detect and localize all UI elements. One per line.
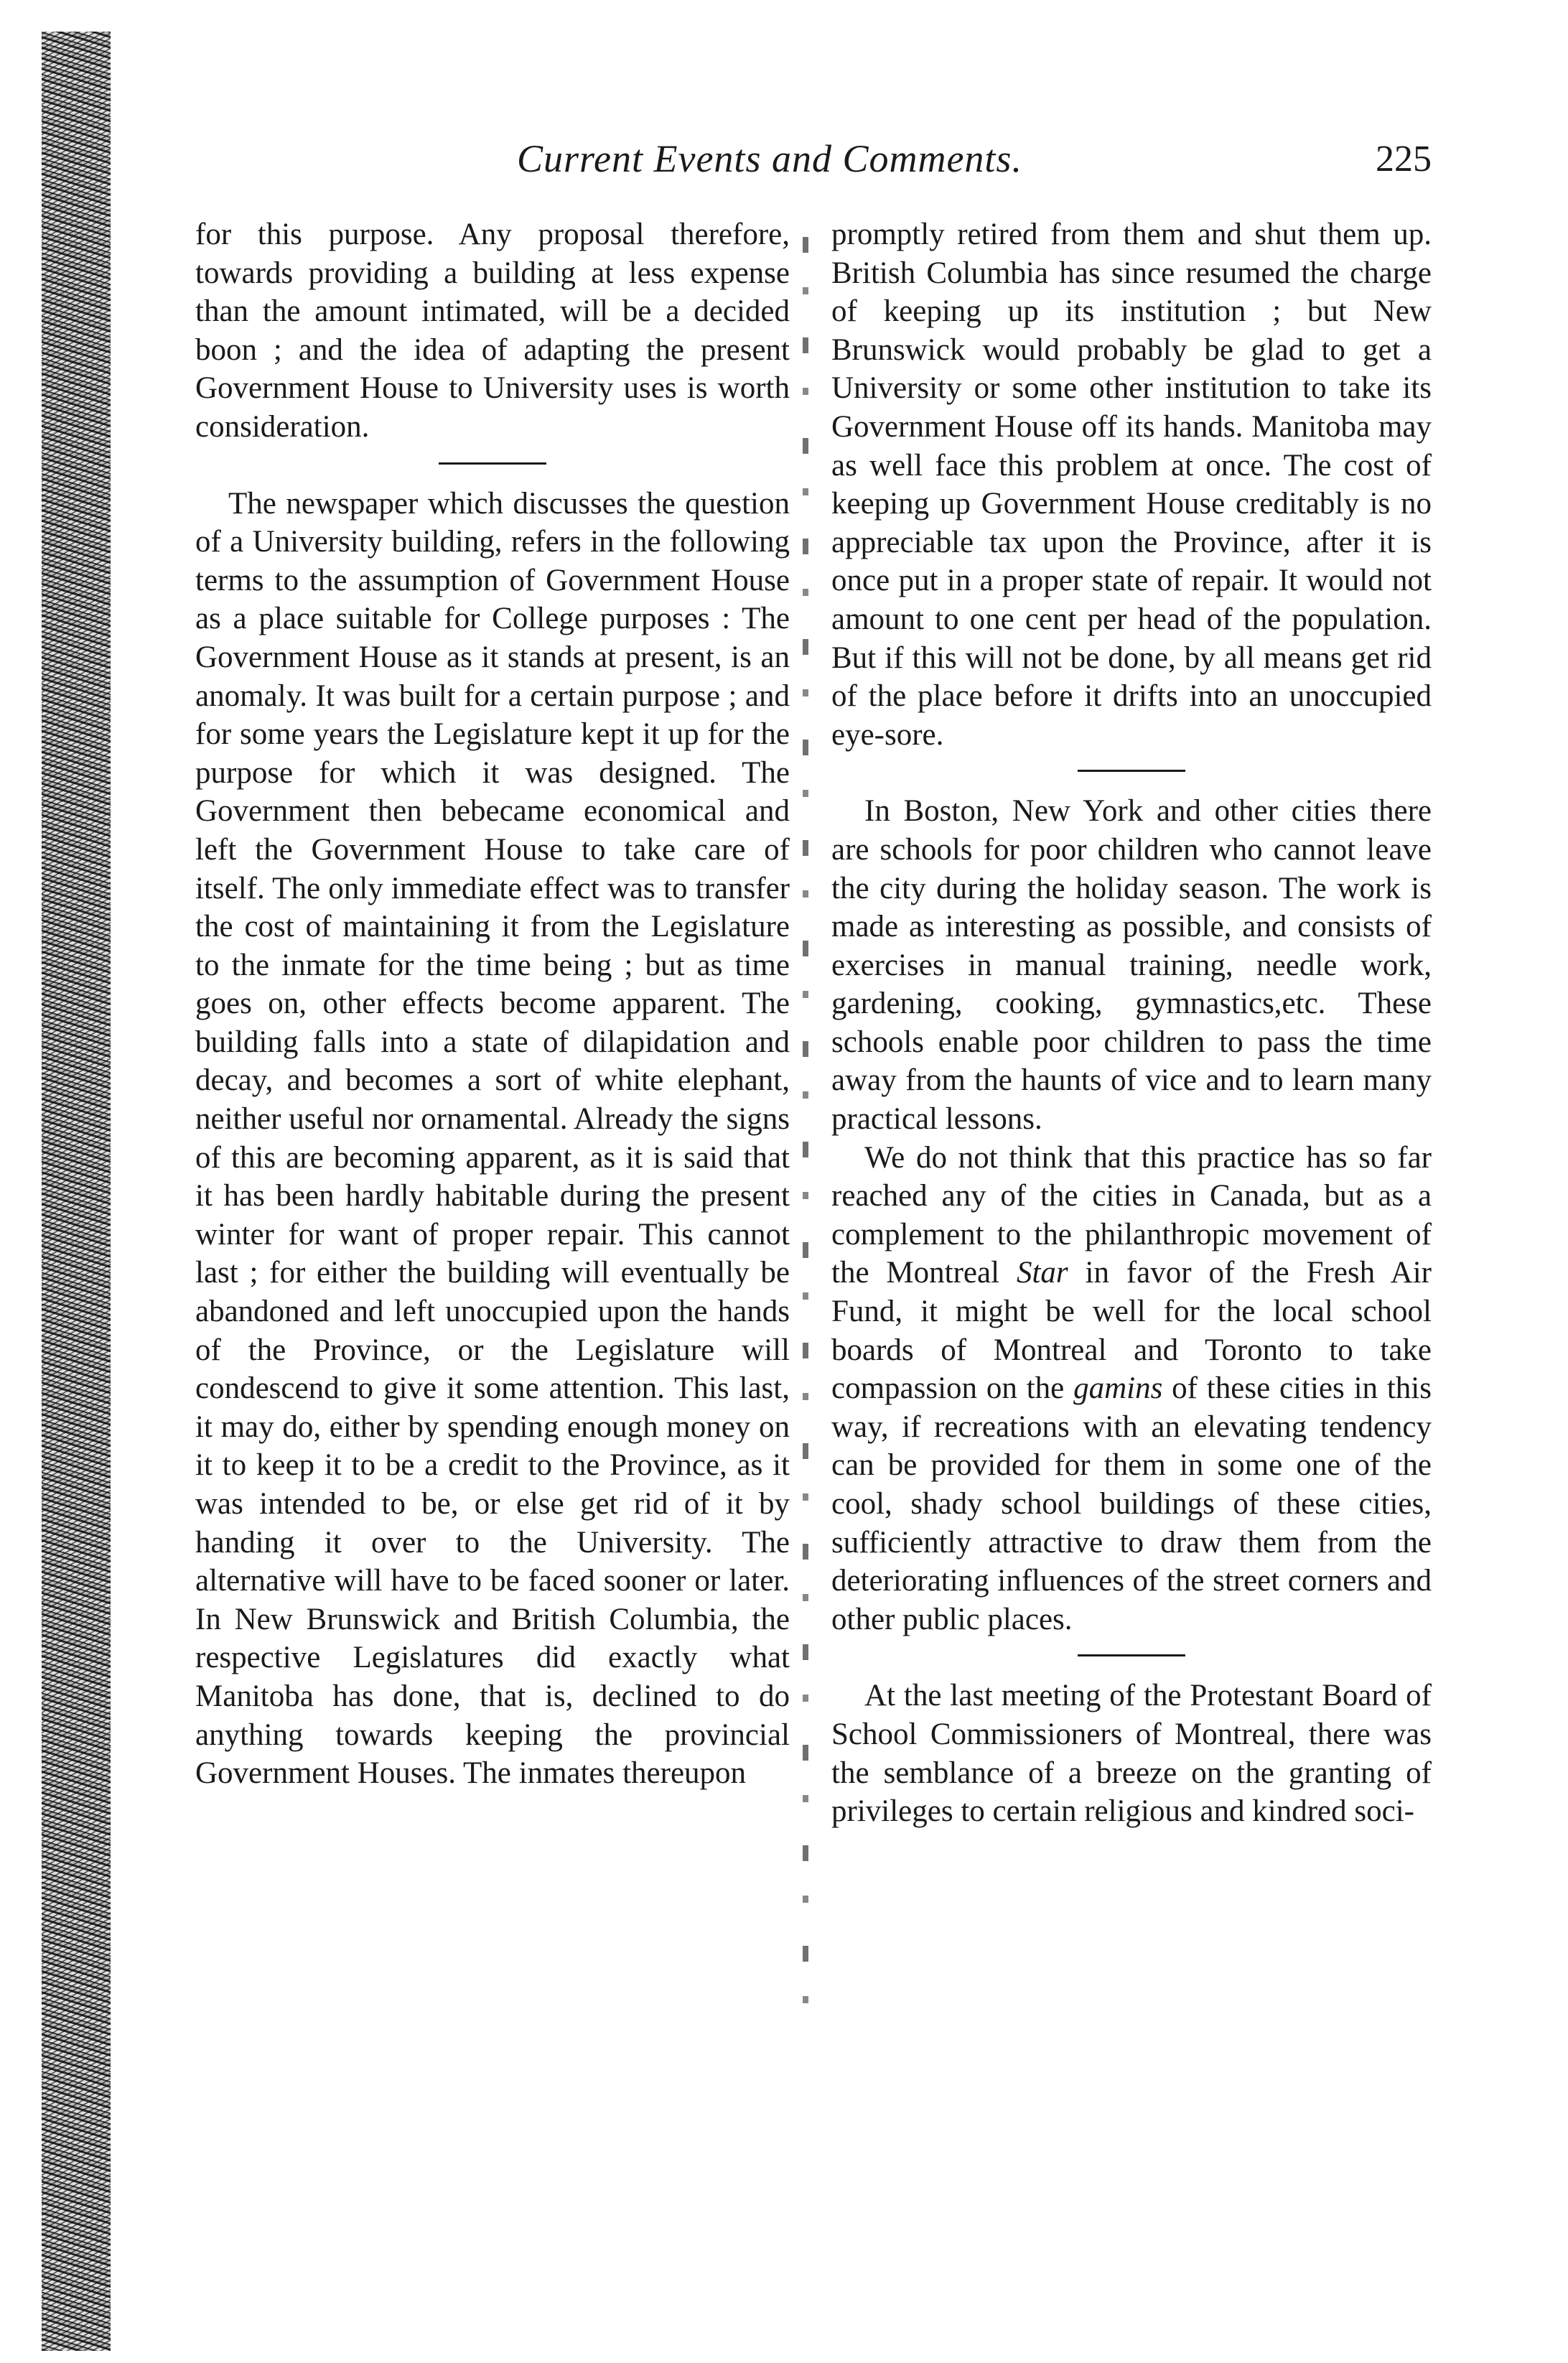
left-paragraph-1: for this purpose. Any proposal therefore, towards providing a building at less expense than the amount intimated, will be a decided boon ; and the idea of adapting the present Government House to University uses is worth consideration. [195,218,790,444]
left-paragraph-2: The newspaper which discusses the question of a University building, refers in the following terms to the assumption of Government House as a place suitable for College purposes : The Government House as it stands at present, is an anomaly. It was built for a certain purpose ; and for some years the Legislature kept it up for the purpose for which it was designed. The Government then bebecame economical and left the Government House to take care of itself. The only immediate effect was to transfer the cost of maintaining it from the Legislature to the inmate for the time being ; but as time goes on, other effects become apparent. The building falls into a state of dilapidation and decay, and becomes a sort of white elephant, neither useful nor ornamental. Already the signs of this are becoming apparent, as it is said that it has been hardly habitable during the present winter for want of proper repair. This cannot last ; for either the building will eventually be abandoned and left unoccupied upon the hands of the Province, or the Legislature will condescend to give it some attention. This last, it may do, either by spending enough money on it to keep it to be a credit to the Province, as it was intended to be, or else get rid of it by handing it over to the University. The alternative will have to be faced sooner or later. In New Brunswick and British Columbia, the respective Legislatures did exactly what Manitoba has done, that is, declined to do anything towards keeping the provincial Government Houses. The inmates thereupon [195,486,790,1791]
paragraph-text: We do not think that this practice has so far reached any of the cities in Canada, but as a complement to the philanthropic movement of the Montreal [831,1140,1432,1290]
section-divider [1078,770,1185,772]
paragraph-text: of these cities in this way, if recreations with an elevating tendency can be provided for them in some one of the cool, shady school buildings of these cities, sufficiently attractive to draw them from the deteriorating influences of the street corners and other public places. [831,1371,1432,1636]
column-gutter-marks [803,237,808,2010]
running-head: Current Events and Comments. [517,137,1022,180]
page-number: 225 [1376,139,1432,180]
right-paragraph-2: In Boston, New York and other cities there are schools for poor children who cannot leave the city during the holiday season. The work is made as interesting as possible, and consists of exercises in manual training, needle work, gardening, cooking, gymnastics,etc. These schools enable poor children to pass the time away from the haunts of vice and to learn many practical lessons. [831,794,1432,1137]
right-paragraph-1: promptly retired from them and shut them up. British Columbia has since resumed the charge of keeping up its institution ; but New Brunswick would probably be glad to get a University or some other institution to take its Government House off its hands. Manitoba may as well face this problem at once. The cost of keeping up Government House creditably is no appreciable tax upon the Province, after it is once put in a proper state of repair. It would not amount to one cent per head of the population. But if this will not be done, by all means get rid of the place before it drifts into an unoccupied eye-sore. [831,218,1432,752]
section-divider [1078,1654,1185,1656]
right-paragraph-3 [831,1139,1432,1639]
italic-term: gamins [1073,1371,1163,1406]
page-binding-edge [42,32,111,2351]
paragraph-text: in favor of the Fresh Air Fund, it might be well for the local school boards of Montreal and Toronto to take compassion on the [831,1256,1432,1406]
right-column [831,215,1432,1831]
right-paragraph-4: At the last meeting of the Protestant Board of School Commissioners of Montreal, there was the semblance of a breeze on the granting of privileges to certain religious and kindred soci- [831,1679,1432,1829]
section-divider [439,462,546,465]
newspaper-title: Star [1016,1256,1068,1290]
left-column [195,215,790,1793]
